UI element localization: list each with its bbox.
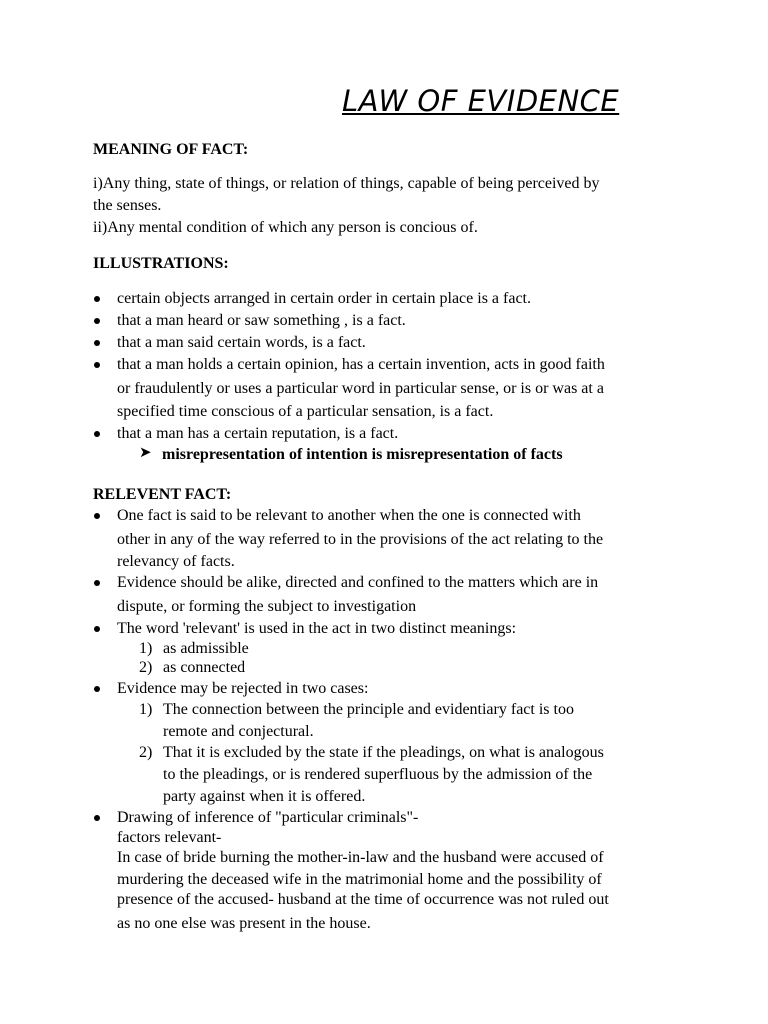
relevant-para: Drawing of inference of "particular criminals"- xyxy=(117,809,419,826)
case-text: murdering the deceased wife in the matrimonial home and the possibility of xyxy=(117,871,602,888)
case-text: as no one else was present in the house. xyxy=(117,915,371,932)
case-text: presence of the accused- husband at the time of occurrence was not ruled out xyxy=(117,891,609,908)
list-item: as admissible xyxy=(163,640,249,657)
illustration-item: that a man said certain words, is a fact. xyxy=(117,334,366,351)
list-item: That it is excluded by the state if the pleadings, on what is analogous xyxy=(163,744,604,761)
meaning-heading: MEANING OF FACT: xyxy=(93,141,249,158)
illustration-item-cont: specified time conscious of a particular sensation, is a fact. xyxy=(117,403,494,420)
list-number: 1) xyxy=(139,701,153,718)
relevant-heading: RELEVENT FACT: xyxy=(93,486,232,503)
list-number: 1) xyxy=(139,640,153,657)
bullet-icon xyxy=(94,513,100,519)
list-item-cont: remote and conjectural. xyxy=(163,723,314,740)
list-item: The connection between the principle and evidentiary fact is too xyxy=(163,701,574,718)
bullet-icon xyxy=(94,318,100,324)
relevant-para-cont: relevancy of facts. xyxy=(117,553,235,570)
relevant-para: Evidence may be rejected in two cases: xyxy=(117,680,369,697)
relevant-para-cont: other in any of the way referred to in the provisions of the act relating to the xyxy=(117,531,604,548)
document-title: LAW OF EVIDENCE xyxy=(342,84,620,118)
list-item-cont: party against when it is offered. xyxy=(163,788,366,805)
list-item-cont: to the pleadings, or is rendered superfluous by the admission of the xyxy=(163,766,593,783)
list-number: 2) xyxy=(139,659,153,676)
illustration-item: certain objects arranged in certain order in certain place is a fact. xyxy=(117,290,531,307)
illustration-item: that a man holds a certain opinion, has a certain invention, acts in good faith xyxy=(117,356,605,373)
relevant-para-cont: dispute, or forming the subject to investigation xyxy=(117,598,417,615)
bullet-icon xyxy=(94,686,100,692)
illustration-item: that a man heard or saw something , is a fact. xyxy=(117,312,406,329)
illustration-item: that a man has a certain reputation, is a fact. xyxy=(117,425,399,442)
relevant-subhead: factors relevant- xyxy=(117,829,222,846)
illustrations-heading: ILLUSTRATIONS: xyxy=(93,255,229,272)
list-number: 2) xyxy=(139,744,153,761)
bullet-icon xyxy=(94,626,100,632)
meaning-line: the senses. xyxy=(93,197,162,214)
illustration-item-cont: or fraudulently or uses a particular word in particular sense, or is or was at a xyxy=(117,380,604,397)
case-text: In case of bride burning the mother-in-law and the husband were accused of xyxy=(117,849,604,866)
arrow-bullet-icon: ➤ xyxy=(139,445,152,461)
bullet-icon xyxy=(94,431,100,437)
list-item: as connected xyxy=(163,659,246,676)
bullet-icon xyxy=(94,340,100,346)
bullet-icon xyxy=(94,580,100,586)
bullet-icon xyxy=(94,362,100,368)
bullet-icon xyxy=(94,296,100,302)
meaning-line: ii)Any mental condition of which any person is concious of. xyxy=(93,219,478,236)
bullet-icon xyxy=(94,815,100,821)
relevant-para: The word 'relevant' is used in the act in two distinct meanings: xyxy=(117,620,517,637)
meaning-line: i)Any thing, state of things, or relation of things, capable of being perceived by xyxy=(93,175,600,192)
illustration-note: misrepresentation of intention is misrepresentation of facts xyxy=(162,446,563,463)
relevant-para: Evidence should be alike, directed and confined to the matters which are in xyxy=(117,574,599,591)
relevant-para: One fact is said to be relevant to another when the one is connected with xyxy=(117,507,581,524)
